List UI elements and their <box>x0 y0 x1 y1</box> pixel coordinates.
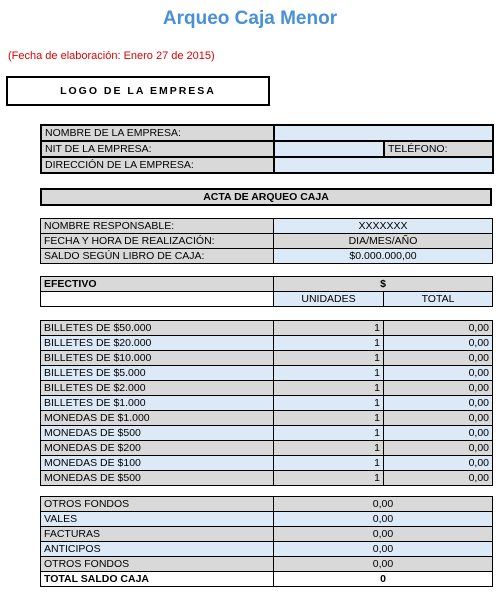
other-fund-label: VALES <box>41 512 274 527</box>
denomination-units[interactable]: 1 <box>274 321 384 336</box>
total-saldo-label: TOTAL SALDO CAJA <box>41 572 274 587</box>
denomination-units[interactable]: 1 <box>274 441 384 456</box>
denomination-total: 0,00 <box>384 471 493 486</box>
company-address-label: DIRECCIÓN DE LA EMPRESA: <box>41 157 274 173</box>
responsable-value[interactable]: XXXXXXX <box>274 219 493 234</box>
company-phone-label: TELÉFONO: <box>384 141 493 157</box>
other-fund-row <box>41 557 493 572</box>
denomination-total: 0,00 <box>384 396 493 411</box>
denomination-units[interactable]: 1 <box>274 366 384 381</box>
page-title: Arqueo Caja Menor <box>162 8 338 29</box>
denomination-row <box>41 396 493 411</box>
denomination-total: 0,00 <box>384 321 493 336</box>
other-fund-value[interactable]: 0,00 <box>274 497 493 512</box>
denomination-total: 0,00 <box>384 456 493 471</box>
denomination-label: BILLETES DE $20.000 <box>41 336 274 351</box>
company-nit-label: NIT DE LA EMPRESA: <box>41 141 274 157</box>
company-logo-placeholder: LOGO DE LA EMPRESA <box>6 76 270 106</box>
elaboration-date: (Fecha de elaboración: Enero 27 de 2015) <box>8 50 215 62</box>
other-fund-value[interactable]: 0,00 <box>274 512 493 527</box>
company-name-field[interactable] <box>274 125 493 141</box>
other-fund-label: ANTICIPOS <box>41 542 274 557</box>
denomination-total: 0,00 <box>384 381 493 396</box>
denomination-units[interactable]: 1 <box>274 411 384 426</box>
denomination-total: 0,00 <box>384 426 493 441</box>
other-fund-label: OTROS FONDOS <box>41 497 274 512</box>
denomination-row <box>41 351 493 366</box>
denomination-row <box>41 426 493 441</box>
denomination-row <box>41 336 493 351</box>
denomination-total: 0,00 <box>384 411 493 426</box>
denomination-units[interactable]: 1 <box>274 426 384 441</box>
denomination-row <box>41 411 493 426</box>
denomination-units[interactable]: 1 <box>274 336 384 351</box>
saldo-libro-label: SALDO SEGÚN LIBRO DE CAJA: <box>41 249 274 264</box>
denomination-row <box>41 366 493 381</box>
other-fund-row <box>41 497 493 512</box>
company-name-label: NOMBRE DE LA EMPRESA: <box>41 125 274 141</box>
denomination-label: BILLETES DE $2.000 <box>41 381 274 396</box>
denomination-row <box>41 441 493 456</box>
audit-info-table <box>40 218 493 264</box>
denomination-label: BILLETES DE $10.000 <box>41 351 274 366</box>
denomination-units[interactable]: 1 <box>274 471 384 486</box>
denomination-label: MONEDAS DE $500 <box>41 471 274 486</box>
denomination-row <box>41 321 493 336</box>
acta-title: ACTA DE ARQUEO CAJA <box>41 189 491 205</box>
acta-header-table <box>40 188 492 206</box>
denomination-total: 0,00 <box>384 351 493 366</box>
other-funds-table <box>40 496 493 587</box>
other-fund-value[interactable]: 0,00 <box>274 542 493 557</box>
other-fund-label: OTROS FONDOS <box>41 557 274 572</box>
other-fund-row <box>41 542 493 557</box>
total-saldo-value: 0 <box>274 572 493 587</box>
efectivo-label: EFECTIVO <box>41 277 274 292</box>
other-fund-value[interactable]: 0,00 <box>274 527 493 542</box>
denomination-units[interactable]: 1 <box>274 351 384 366</box>
denomination-row <box>41 456 493 471</box>
denomination-units[interactable]: 1 <box>274 456 384 471</box>
company-address-field[interactable] <box>274 157 493 173</box>
responsable-label: NOMBRE RESPONSABLE: <box>41 219 274 234</box>
denomination-label: BILLETES DE $5.000 <box>41 366 274 381</box>
denomination-row <box>41 381 493 396</box>
fecha-value[interactable]: DIA/MES/AÑO <box>274 234 493 249</box>
other-fund-row <box>41 512 493 527</box>
efectivo-header-table <box>40 276 493 307</box>
denomination-label: BILLETES DE $1.000 <box>41 396 274 411</box>
denomination-total: 0,00 <box>384 441 493 456</box>
company-info-table <box>40 124 494 174</box>
other-fund-label: FACTURAS <box>41 527 274 542</box>
denomination-row <box>41 471 493 486</box>
fecha-label: FECHA Y HORA DE REALIZACIÓN: <box>41 234 274 249</box>
denomination-label: BILLETES DE $50.000 <box>41 321 274 336</box>
denomination-total: 0,00 <box>384 366 493 381</box>
denomination-units[interactable]: 1 <box>274 381 384 396</box>
efectivo-header-blank <box>41 292 274 307</box>
other-fund-row <box>41 527 493 542</box>
denomination-label: MONEDAS DE $500 <box>41 426 274 441</box>
denomination-label: MONEDAS DE $200 <box>41 441 274 456</box>
denomination-units[interactable]: 1 <box>274 396 384 411</box>
denomination-label: MONEDAS DE $1.000 <box>41 411 274 426</box>
other-fund-value[interactable]: 0,00 <box>274 557 493 572</box>
denomination-label: MONEDAS DE $100 <box>41 456 274 471</box>
saldo-libro-value[interactable]: $0.000.000,00 <box>274 249 493 264</box>
company-nit-field[interactable] <box>274 141 384 157</box>
units-column-header: UNIDADES <box>274 292 384 307</box>
denominations-table <box>40 320 493 486</box>
denomination-total: 0,00 <box>384 336 493 351</box>
efectivo-currency: $ <box>274 277 493 292</box>
total-column-header: TOTAL <box>384 292 493 307</box>
